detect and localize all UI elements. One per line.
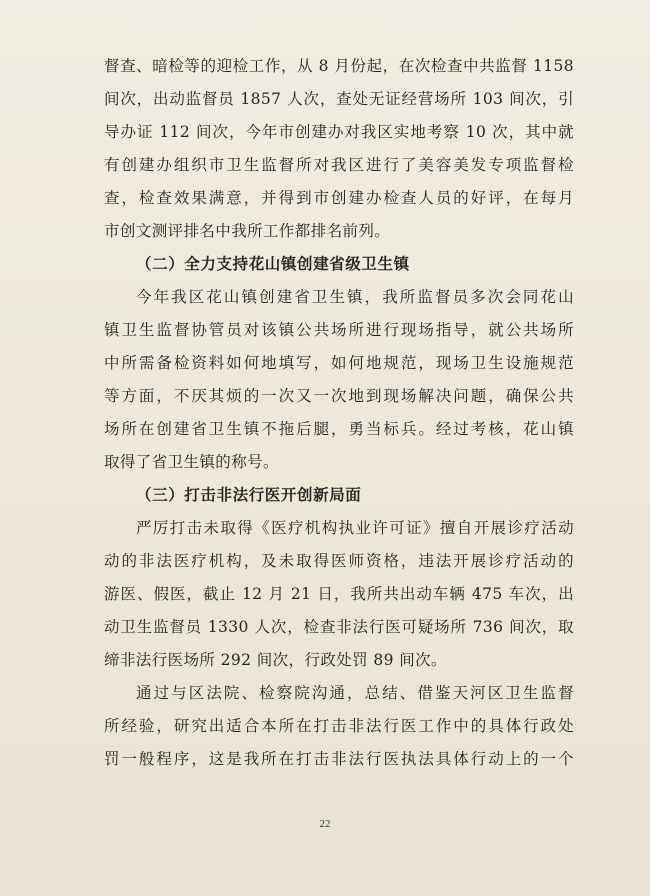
text-line: 动的非法医疗机构，及未取得医师资格，违法开展诊疗活动的: [104, 552, 574, 570]
text-line: 今年我区花山镇创建省卫生镇，我所监督员多次会同花山: [136, 288, 574, 306]
text-line: 通过与区法院、检察院沟通，总结、借鉴天河区卫生监督: [136, 684, 574, 702]
text-line: 导办证 112 间次，今年市创建办对我区实地考察 10 次，其中就: [104, 123, 574, 141]
section-heading: （二）全力支持花山镇创建省级卫生镇: [136, 255, 410, 273]
text-line: 罚一般程序，这是我所在打击非法行医执法具体行动上的一个: [104, 750, 574, 768]
text-line: 查，检查效果满意，并得到市创建办检查人员的好评，在每月: [104, 189, 574, 207]
section-heading: （三）打击非法行医开创新局面: [136, 486, 362, 504]
page-number: 22: [319, 818, 331, 830]
text-line: 镇卫生监督协管员对该镇公共场所进行现场指导，就公共场所: [104, 321, 574, 339]
text-line: 严厉打击未取得《医疗机构执业许可证》擅自开展诊疗活动: [136, 519, 574, 537]
text-line: 市创文测评排名中我所工作都排名前列。: [104, 222, 391, 240]
text-line: 动卫生监督员 1330 人次，检查非法行医可疑场所 736 间次，取: [104, 618, 574, 636]
text-line: 等方面，不厌其烦的一次又一次地到现场解决问题，确保公共: [104, 387, 574, 405]
body-text: [104, 50, 574, 776]
text-line: 中所需备检资料如何地填写，如何地规范，现场卫生设施规范: [104, 354, 574, 372]
text-line: 游医、假医，截止 12 月 21 日，我所共出动车辆 475 车次，出: [104, 585, 574, 603]
text-line: 缔非法行医场所 292 间次，行政处罚 89 间次。: [104, 651, 447, 669]
text-line: 场所在创建省卫生镇不拖后腿，勇当标兵。经过考核，花山镇: [104, 420, 574, 438]
text-line: 督查、暗检等的迎检工作，从 8 月份起，在次检查中共监督 1158: [104, 57, 574, 75]
text-line: 有创建办组织市卫生监督所对我区进行了美容美发专项监督检: [104, 156, 574, 174]
text-line: 间次，出动监督员 1857 人次，查处无证经营场所 103 间次，引: [104, 90, 574, 108]
text-line: 所经验，研究出适合本所在打击非法行医工作中的具体行政处: [104, 717, 574, 735]
text-line: 取得了省卫生镇的称号。: [104, 453, 279, 471]
